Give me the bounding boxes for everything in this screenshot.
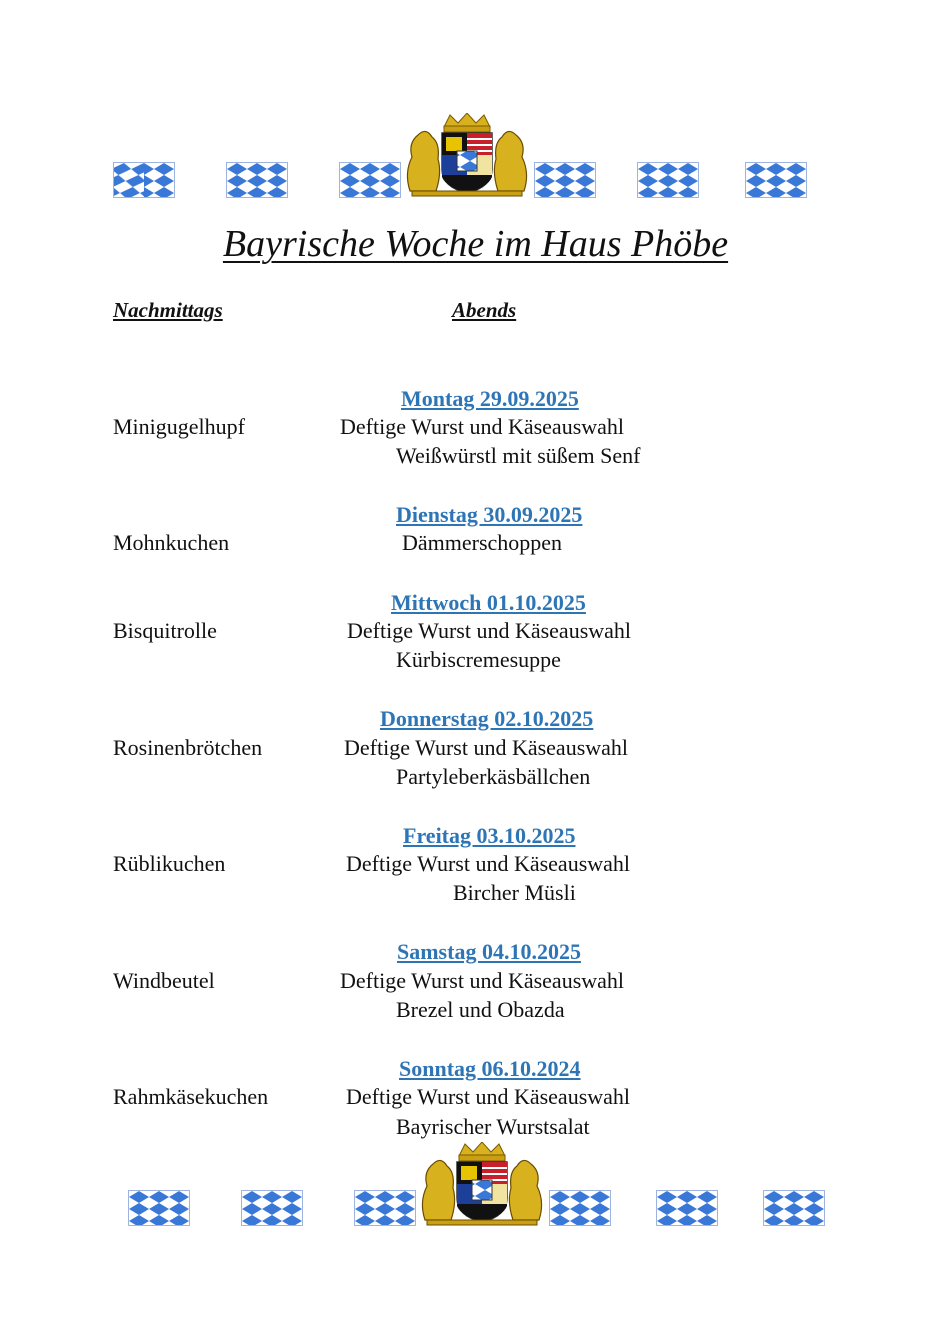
day-heading: Mittwoch 01.10.2025 (391, 590, 586, 615)
day-heading: Samstag 04.10.2025 (397, 939, 581, 964)
evening-item: Partyleberkäsbällchen (396, 764, 591, 789)
bavarian-flag (656, 1190, 718, 1226)
bavarian-coat-of-arms-icon (415, 1142, 549, 1226)
evening-item: Deftige Wurst und Käseauswahl (344, 735, 629, 760)
afternoon-item: Minigugelhupf (113, 414, 245, 439)
evening-item: Weißwürstl mit süßem Senf (396, 443, 641, 468)
evening-item: Kürbiscremesuppe (396, 647, 561, 672)
column-heading-evening: Abends (452, 298, 517, 322)
evening-item: Bircher Müsli (453, 880, 576, 905)
day-heading: Montag 29.09.2025 (401, 386, 579, 411)
bavarian-flag (745, 162, 807, 198)
afternoon-item: Mohnkuchen (113, 530, 230, 555)
bavarian-flag (128, 1190, 190, 1226)
bavarian-flag (549, 1190, 611, 1226)
bavarian-flag (354, 1190, 416, 1226)
day-heading: Dienstag 30.09.2025 (396, 502, 583, 527)
bavarian-flag (241, 1190, 303, 1226)
evening-item: Deftige Wurst und Käseauswahl (346, 851, 631, 876)
bavarian-flag (226, 162, 288, 198)
evening-item: Deftige Wurst und Käseauswahl (340, 414, 625, 439)
bavarian-flag (339, 162, 401, 198)
afternoon-item: Bisquitrolle (113, 618, 217, 643)
evening-item: Brezel und Obazda (396, 997, 565, 1022)
flag-pattern-icon (114, 163, 174, 197)
bavarian-flag (534, 162, 596, 198)
evening-item: Dämmerschoppen (402, 530, 563, 555)
evening-item: Deftige Wurst und Käseauswahl (346, 1084, 631, 1109)
bavarian-flag (763, 1190, 825, 1226)
day-heading: Freitag 03.10.2025 (403, 823, 576, 848)
afternoon-item: Rahmkäsekuchen (113, 1084, 269, 1109)
afternoon-item: Windbeutel (113, 968, 215, 993)
afternoon-item: Rüblikuchen (113, 851, 226, 876)
bavarian-coat-of-arms-icon (400, 113, 534, 197)
bavarian-flag (637, 162, 699, 198)
day-heading: Donnerstag 02.10.2025 (380, 706, 594, 731)
evening-item: Bayrischer Wurstsalat (396, 1114, 590, 1139)
afternoon-item: Rosinenbrötchen (113, 735, 263, 760)
column-heading-afternoon: Nachmittags (113, 298, 223, 322)
bavarian-flag (113, 162, 175, 198)
day-heading: Sonntag 06.10.2024 (399, 1056, 581, 1081)
page-title: Bayrische Woche im Haus Phöbe (222, 223, 729, 265)
evening-item: Deftige Wurst und Käseauswahl (340, 968, 625, 993)
evening-item: Deftige Wurst und Käseauswahl (347, 618, 632, 643)
